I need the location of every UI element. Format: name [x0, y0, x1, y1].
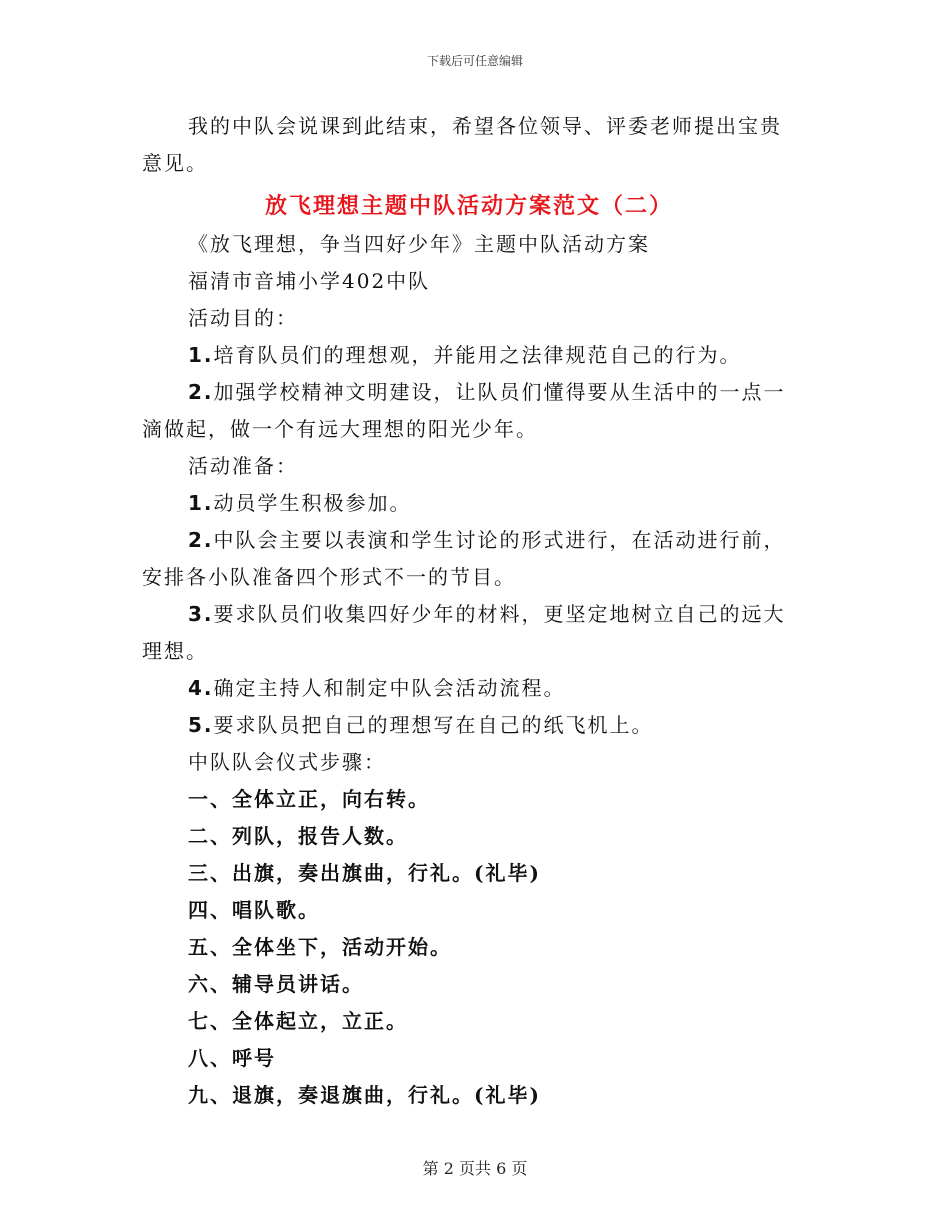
prep-item [142, 707, 796, 744]
ceremony-step: 四、唱队歌。 [188, 898, 320, 922]
ceremony-step: 一、全体立正，向右转。 [188, 787, 430, 811]
prep-number: 2. [188, 528, 214, 552]
prep-number: 5. [188, 713, 214, 737]
section-title: 放飞理想主题中队活动方案范文（二） [264, 193, 673, 219]
ceremony-step: 六、辅导员讲话。 [188, 972, 364, 996]
prep-item [142, 485, 796, 522]
ceremony-step: 二、列队，报告人数。 [188, 824, 408, 848]
prep-number: 4. [188, 676, 214, 700]
goal-number: 2. [188, 380, 214, 404]
ceremony-step: 五、全体坐下，活动开始。 [188, 935, 452, 959]
prep-number: 3. [188, 602, 214, 626]
page-header: 下载后可任意编辑 [426, 54, 523, 68]
closing-paragraph: 我的中队会说课到此结束，希望各位领导、评委老师提出宝贵意见。 [142, 114, 782, 175]
prep-heading: 活动准备： [188, 454, 298, 478]
prep-item [142, 522, 796, 596]
school-line: 福清市音埔小学402中队 [188, 269, 431, 293]
ceremony-heading: 中队队会仪式步骤： [188, 750, 386, 774]
prep-text: 动员学生积极参加。 [213, 491, 412, 515]
goal-item [142, 337, 796, 374]
ceremony-step: 八、呼号 [188, 1046, 276, 1070]
prep-text: 要求队员们收集四好少年的材料，更坚定地树立自己的远大理想。 [142, 602, 786, 663]
prep-item [142, 670, 796, 707]
goal-item [142, 374, 796, 448]
ceremony-step: 九、退旗，奏退旗曲，行礼。(礼毕) [188, 1083, 541, 1107]
plan-subtitle: 《放飞理想，争当四好少年》主题中队活动方案 [188, 232, 650, 256]
page-footer: 第 2 页共 6 页 [422, 1159, 528, 1178]
prep-item [142, 596, 796, 670]
goals-heading: 活动目的： [188, 306, 298, 330]
goal-text: 加强学校精神文明建设，让队员们懂得要从生活中的一点一滴做起，做一个有远大理想的阳光少年。 [142, 380, 786, 441]
ceremony-step: 七、全体起立，立正。 [188, 1009, 408, 1033]
goal-text: 培育队员们的理想观，并能用之法律规范自己的行为。 [213, 343, 742, 367]
goal-number: 1. [188, 343, 214, 367]
prep-number: 1. [188, 491, 214, 515]
prep-text: 中队会主要以表演和学生讨论的形式进行，在活动进行前，安排各小队准备四个形式不一的节目。 [142, 528, 786, 589]
prep-text: 确定主持人和制定中队会活动流程。 [213, 676, 566, 700]
document-body [142, 108, 796, 1114]
prep-text: 要求队员把自己的理想写在自己的纸飞机上。 [213, 713, 654, 737]
ceremony-step: 三、出旗，奏出旗曲，行礼。(礼毕) [188, 861, 541, 885]
